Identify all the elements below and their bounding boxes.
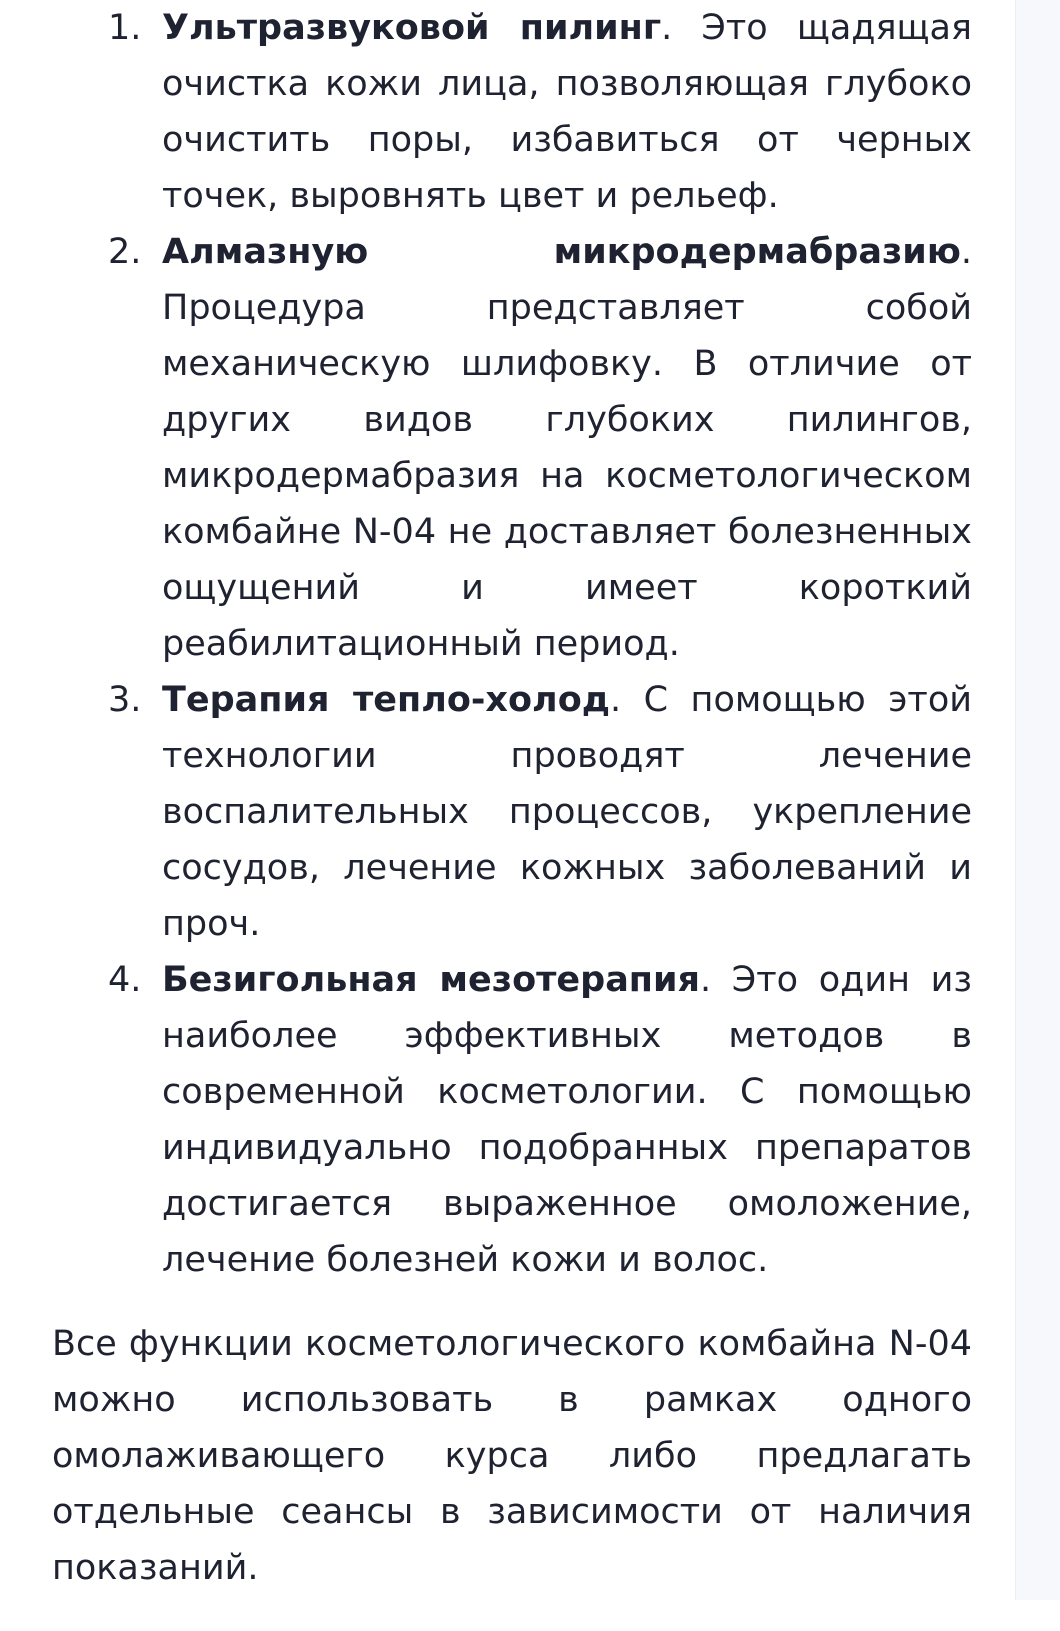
summary-paragraph: Все функции косметологического комбайна N-04 можно использовать в рамках одного омолаживающего курса либо предлагать отдельные сеансы в зависимости от наличия показаний. xyxy=(52,1324,972,1588)
list-number: 2. xyxy=(108,232,142,272)
methods-list xyxy=(52,0,972,1288)
list-item xyxy=(52,672,972,952)
article-body xyxy=(52,0,972,1631)
page-right-margin xyxy=(1015,0,1060,1600)
method-term: Безигольная мезотерапия xyxy=(162,960,700,1000)
method-term: Алмазную микродермабразию xyxy=(162,232,961,272)
method-description: . Это один из наиболее эффективных методов в современной косметологии. С помощью индивидуально подобранных препаратов достигается выраженное омоложение, лечение болезней кожи и волос. xyxy=(162,960,973,1280)
list-item xyxy=(52,952,972,1288)
method-term: Терапия тепло-холод xyxy=(162,680,610,720)
list-item xyxy=(52,0,972,224)
method-description: . С помощью этой технологии проводят лечение воспалительных процессов, укрепление сосудов, лечение кожных заболеваний и проч. xyxy=(162,680,972,944)
list-item xyxy=(52,224,972,672)
list-number: 3. xyxy=(108,680,142,720)
method-description: . Это щадящая очистка кожи лица, позволяющая глубоко очистить поры, избавиться от черных точек, выровнять цвет и рельеф. xyxy=(162,8,972,216)
method-description: . Процедура представляет собой механическую шлифовку. В отличие от других видов глубоких пилингов, микродермабразия на косметологическом комбайне N-04 не доставляет болезненных ощущений и имеет короткий реабилитационный период. xyxy=(162,232,972,664)
list-number: 4. xyxy=(108,960,142,1000)
list-number: 1. xyxy=(108,8,142,48)
method-term: Ультразвуковой пилинг xyxy=(162,8,662,48)
